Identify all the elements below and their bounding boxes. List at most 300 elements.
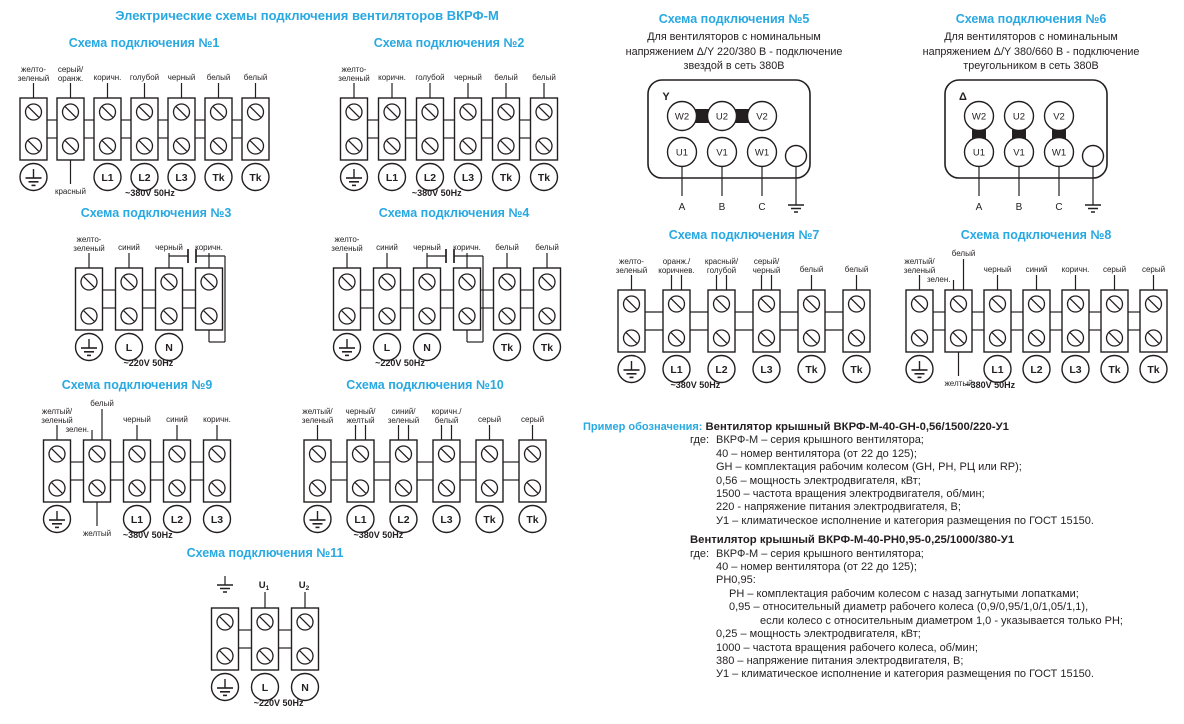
wire-label (388, 407, 420, 425)
svg-text:желто-: желто- (341, 65, 367, 74)
wire-label (1141, 265, 1164, 274)
svg-text:белый: белый (495, 243, 519, 252)
ground-terminal-icon (212, 674, 239, 701)
terminal-circle (798, 356, 825, 383)
terminal-circle (494, 334, 521, 361)
svg-text:Tk: Tk (540, 341, 554, 354)
wire-label (1102, 265, 1125, 274)
scheme-diagram-holder (888, 244, 1184, 396)
scheme-diagram-holder (610, 76, 858, 216)
ground-terminal-icon (341, 164, 368, 191)
svg-text:желто-: желто- (76, 235, 102, 244)
svg-text:серый: серый (1141, 265, 1165, 274)
svg-text:коричн.: коричн. (195, 243, 223, 252)
wire-label (415, 73, 444, 82)
example-line: 380 – напряжение питания электродвигателя, В; (716, 654, 964, 667)
wire-label (495, 243, 519, 252)
wire-label (41, 407, 73, 425)
svg-text:L2: L2 (715, 363, 728, 376)
svg-text:коричнев.: коричнев. (658, 266, 695, 275)
svg-text:W1: W1 (1051, 147, 1067, 158)
svg-text:зеленый: зеленый (331, 244, 363, 253)
voltage-label: ~380V 50Hz (353, 530, 404, 540)
wire-label (983, 265, 1011, 274)
scheme-10-diagram (288, 394, 562, 546)
motor-terminal (965, 137, 994, 166)
example-line: У1 – климатическое исполнение и категория размещения по ГОСТ 15150. (716, 668, 1094, 681)
wire-label (155, 243, 183, 252)
terminal-circle (984, 356, 1011, 383)
ground-symbol-icon (1085, 196, 1101, 212)
wire-label: $U_2$ (298, 580, 310, 592)
terminal-circle (390, 506, 417, 533)
svg-text:серый/: серый/ (57, 65, 83, 74)
motor-terminal (708, 137, 737, 166)
svg-text:V1: V1 (1013, 147, 1025, 158)
svg-text:коричн./: коричн./ (431, 407, 462, 416)
svg-text:зелен.: зелен. (926, 275, 950, 284)
example-line: 40 – номер вентилятора (от 22 до 125); (716, 561, 917, 574)
wire-label (167, 73, 195, 82)
svg-text:V1: V1 (716, 147, 728, 158)
terminal-circle (519, 506, 546, 533)
scheme-title: Схема подключения №4 (378, 206, 530, 220)
terminal-circle (493, 164, 520, 191)
motor-terminal (748, 137, 777, 166)
scheme-diagram-holder (314, 222, 594, 374)
terminal-circle (374, 334, 401, 361)
svg-text:оранж.: оранж. (57, 74, 83, 83)
ground-terminal-icon (906, 356, 933, 383)
example-line: 220 - напряжение питания электродвигателя, В; (716, 501, 961, 514)
motor-terminal (748, 101, 777, 130)
terminal-circle (242, 164, 269, 191)
svg-text:зеленый: зеленый (338, 74, 370, 83)
scheme-title: Схема подключения №8 (960, 228, 1112, 242)
svg-text:U2: U2 (1012, 111, 1026, 122)
svg-text:L2: L2 (397, 513, 410, 526)
svg-text:L2: L2 (170, 513, 184, 526)
example-where-label: где: (690, 434, 710, 447)
designation-example (583, 421, 1183, 682)
svg-text:L1: L1 (130, 513, 144, 526)
terminal-circle (1062, 356, 1089, 383)
svg-text:W2: W2 (971, 111, 987, 122)
svg-text:желтый: желтый (346, 416, 375, 425)
terminal-circle (663, 356, 690, 383)
scheme-5-diagram (614, 76, 854, 216)
example-lead: Пример обозначения: (583, 421, 706, 433)
svg-text:Tk: Tk (248, 171, 262, 184)
scheme-title: Схема подключения №1 (68, 36, 220, 50)
svg-text:красный: красный (54, 187, 86, 196)
wire-label (17, 65, 49, 83)
svg-text:L3: L3 (1068, 363, 1082, 376)
scheme-description: Для вентиляторов с номинальным напряжением Δ/Y 220/380 В - подключение звездой в сеть 380В (625, 31, 843, 72)
svg-text:зеленый: зеленый (73, 244, 105, 253)
wire-label (73, 235, 105, 253)
motor-terminal (668, 101, 697, 130)
svg-text:синий: синий (1025, 265, 1047, 274)
example-title-row (583, 421, 1183, 434)
voltage-label: ~380V 50Hz (670, 380, 721, 390)
terminal-circle (124, 506, 151, 533)
wire-label (753, 257, 781, 275)
winding-symbol: Y (662, 90, 670, 103)
svg-text:Tk: Tk (1146, 363, 1160, 376)
motor-terminal (965, 101, 994, 130)
wire-label (903, 257, 935, 275)
ground-symbol-icon (788, 196, 804, 212)
terminal-circle (1023, 356, 1050, 383)
svg-text:зелен.: зелен. (65, 425, 89, 434)
wire-label (454, 73, 482, 82)
wire-label (705, 257, 739, 275)
terminal-circle (292, 674, 319, 701)
motor-terminal (668, 137, 697, 166)
scheme-11 (156, 546, 374, 714)
example-line: У1 – климатическое исполнение и категория размещения по ГОСТ 15150. (716, 514, 1094, 527)
terminal-circle (116, 334, 143, 361)
ground-terminal-icon (44, 506, 71, 533)
ground-terminal (1083, 145, 1104, 166)
svg-text:зеленый: зеленый (17, 74, 49, 83)
svg-text:Tk: Tk (537, 171, 551, 184)
svg-text:Tk: Tk (805, 363, 818, 376)
example-line: где: ВКРФ-М – серия крышного вентилятора; (690, 434, 924, 447)
wire-label (302, 407, 334, 425)
svg-text:желто-: желто- (20, 65, 46, 74)
wire-label (376, 243, 398, 252)
svg-text:коричн.: коричн. (1061, 265, 1089, 274)
svg-text:коричн.: коричн. (378, 73, 406, 82)
svg-text:V2: V2 (756, 111, 768, 122)
ground-terminal-icon (618, 356, 645, 383)
terminal-circle (168, 164, 195, 191)
example-line: 0,25 – мощность электродвигателя, кВт; (716, 628, 921, 641)
terminal-circle (414, 334, 441, 361)
scheme-7-diagram (601, 244, 887, 396)
terminal-circle (433, 506, 460, 533)
svg-text:голубой: голубой (706, 266, 737, 275)
phase-label: B (718, 201, 726, 213)
motor-terminal (1005, 101, 1034, 130)
example-line: где: ВКРФ-М – серия крышного вентилятора; (690, 547, 924, 560)
svg-text:L3: L3 (174, 171, 188, 184)
terminal-circle (753, 356, 780, 383)
example-line: 1500 – частота вращения электродвигателя, об/мин; (716, 488, 985, 501)
terminal-circle (476, 506, 503, 533)
scheme-5 (610, 12, 858, 216)
terminal-circle (379, 164, 406, 191)
svg-text:коричн.: коричн. (453, 243, 481, 252)
scheme-title: Схема подключения №5 (658, 12, 810, 26)
svg-text:L: L (125, 341, 133, 354)
svg-text:желто-: желто- (334, 235, 360, 244)
terminal-circle (131, 164, 158, 191)
motor-terminal (1045, 101, 1074, 130)
scheme-diagram-holder (2, 394, 272, 546)
wire-label (166, 415, 188, 424)
svg-text:черный: черный (983, 265, 1011, 274)
terminal-circle (252, 674, 279, 701)
svg-text:коричн.: коричн. (203, 415, 231, 424)
svg-text:Tk: Tk (1107, 363, 1121, 376)
terminal-circle (156, 334, 183, 361)
svg-text:V2: V2 (1053, 111, 1065, 122)
scheme-7 (596, 228, 892, 396)
scheme-diagram-holder (280, 394, 570, 546)
svg-text:желто-: желто- (619, 257, 644, 266)
wire-label (453, 243, 481, 252)
example-model-title: Вентилятор крышный ВКРФ-М-40-РН0,95-0,25/1000/380-У1 (690, 534, 1015, 547)
voltage-label: ~220V 50Hz (253, 698, 304, 708)
svg-text:черный: черный (167, 73, 195, 82)
terminal-circle (708, 356, 735, 383)
scheme-title: Схема подключения №6 (955, 12, 1107, 26)
svg-text:зеленый: зеленый (41, 416, 73, 425)
svg-text:синий: синий (376, 243, 398, 252)
wire-label (243, 73, 267, 82)
voltage-label: ~220V 50Hz (375, 358, 425, 368)
voltage-label: ~220V 50Hz (123, 358, 174, 368)
svg-text:L1: L1 (354, 513, 367, 526)
wire-label (1061, 265, 1089, 274)
ground-symbol-icon (217, 576, 233, 592)
ground-terminal (786, 145, 807, 166)
svg-text:черный: черный (123, 415, 151, 424)
winding-symbol: Δ (959, 90, 967, 103)
ground-terminal-icon (334, 334, 361, 361)
svg-text:N: N (301, 681, 309, 694)
svg-text:белый: белый (206, 73, 230, 82)
svg-text:белый: белый (532, 73, 556, 82)
scheme-title: Схема подключения №2 (373, 36, 525, 50)
wire-label (413, 243, 441, 252)
svg-text:белый: белый (243, 73, 267, 82)
scheme-diagram-holder (596, 244, 892, 396)
wire-label (532, 73, 556, 82)
svg-text:черный/: черный/ (345, 407, 376, 416)
svg-text:L2: L2 (1029, 363, 1043, 376)
scheme-3-diagram (61, 222, 251, 374)
svg-text:L2: L2 (137, 171, 151, 184)
svg-text:черный: черный (413, 243, 441, 252)
example-title-row (583, 534, 1183, 547)
scheme-10 (280, 378, 570, 546)
terminal-circle (164, 506, 191, 533)
svg-text:белый: белый (434, 416, 459, 425)
page-title: Электрические схемы подключения вентиляторов ВКРФ-М (115, 8, 499, 23)
phase-label: A (975, 201, 983, 213)
svg-text:желтый/: желтый/ (41, 407, 73, 416)
wire-label (206, 73, 230, 82)
svg-text:U1: U1 (972, 147, 986, 158)
scheme-diagram-holder (306, 52, 592, 204)
terminal-circle (205, 164, 232, 191)
svg-text:синий/: синий/ (391, 407, 416, 416)
svg-text:черный: черный (155, 243, 183, 252)
scheme-4 (314, 206, 594, 374)
wire-label (129, 73, 158, 82)
scheme-11-diagram (197, 562, 333, 714)
wire-label (494, 73, 518, 82)
svg-text:зеленый: зеленый (301, 416, 334, 425)
voltage-label: ~380V 50Hz (411, 188, 462, 198)
svg-text:L: L (261, 681, 269, 694)
scheme-1 (4, 36, 284, 204)
phase-label: A (678, 201, 686, 213)
voltage-label: ~380V 50Hz (122, 530, 173, 540)
wire-label (93, 73, 121, 82)
scheme-description: Для вентиляторов с номинальным напряжением Δ/Y 380/660 В - подключение треугольником в сеть 380В (922, 31, 1140, 72)
voltage-label: ~380V 50Hz (964, 380, 1015, 390)
terminal-circle (1140, 356, 1167, 383)
scheme-title: Схема подключения №9 (61, 378, 213, 392)
terminal-circle (843, 356, 870, 383)
wire-label (123, 415, 151, 424)
wire-label (1025, 265, 1047, 274)
wire-label (378, 73, 406, 82)
wire-label (346, 407, 377, 425)
motor-terminal (1045, 137, 1074, 166)
scheme-6-diagram (911, 76, 1151, 216)
example-line: 40 – номер вентилятора (от 22 до 125); (716, 447, 917, 460)
scheme-diagram-holder (4, 52, 284, 204)
svg-text:Tk: Tk (526, 513, 539, 526)
svg-text:U1: U1 (675, 147, 689, 158)
svg-text:Tk: Tk (500, 341, 514, 354)
svg-text:белый: белый (90, 399, 114, 408)
scheme-diagram-holder (26, 222, 286, 374)
svg-text:Tk: Tk (211, 171, 225, 184)
wire-label (535, 243, 559, 252)
phase-label: B (1015, 201, 1023, 213)
scheme-title: Схема подключения №10 (346, 378, 504, 392)
svg-text:зеленый: зеленый (615, 266, 648, 275)
svg-text:желтый/: желтый/ (302, 407, 333, 416)
terminal-circle (455, 164, 482, 191)
svg-text:серый/: серый/ (753, 257, 780, 266)
wire-label (432, 407, 463, 425)
svg-text:белый: белый (494, 73, 518, 82)
example-line: 0,56 – мощность электродвигателя, кВт; (716, 474, 921, 487)
svg-text:L3: L3 (440, 513, 453, 526)
terminal-circle (347, 506, 374, 533)
svg-text:L2: L2 (423, 171, 437, 184)
scheme-2 (306, 36, 592, 204)
scheme-1-diagram (7, 52, 282, 204)
wire-label (521, 415, 544, 424)
terminal-circle (204, 506, 231, 533)
svg-text:белый: белый (951, 249, 975, 258)
svg-text:L3: L3 (461, 171, 475, 184)
ground-terminal-icon (20, 164, 47, 191)
svg-text:серый: серый (477, 415, 502, 424)
scheme-9 (2, 378, 272, 546)
example-line: 0,95 – относительный диаметр рабочего колеса (0,9/0,95/1,0/1,05/1,1), (729, 601, 1089, 614)
svg-text:черный: черный (454, 73, 482, 82)
wire-label (658, 257, 694, 275)
svg-text:желтый: желтый (943, 379, 973, 388)
scheme-diagram-holder (156, 562, 374, 714)
scheme-diagram-holder (900, 76, 1162, 216)
voltage-label: ~380V 50Hz (124, 188, 175, 198)
svg-text:синий: синий (118, 243, 140, 252)
terminal-circle (1101, 356, 1128, 383)
scheme-4-diagram (319, 222, 589, 374)
svg-text:зеленый: зеленый (387, 416, 420, 425)
svg-text:U2: U2 (715, 111, 729, 122)
svg-text:L3: L3 (760, 363, 773, 376)
wire-label (331, 235, 363, 253)
svg-text:L1: L1 (385, 171, 399, 184)
svg-text:синий: синий (166, 415, 188, 424)
wire-label (195, 243, 223, 252)
svg-text:L3: L3 (210, 513, 224, 526)
svg-text:коричн.: коричн. (93, 73, 121, 82)
example-line: 1000 – частота вращения рабочего колеса, об/мин; (716, 641, 978, 654)
svg-text:желтый/: желтый/ (903, 257, 935, 266)
ground-terminal-icon (304, 506, 331, 533)
svg-text:голубой: голубой (415, 73, 445, 82)
svg-text:белый: белый (535, 243, 559, 252)
svg-text:N: N (165, 341, 173, 354)
svg-text:серый: серый (520, 415, 545, 424)
svg-text:L1: L1 (990, 363, 1004, 376)
svg-text:Tk: Tk (499, 171, 513, 184)
svg-text:Tk: Tk (850, 363, 863, 376)
wire-label: $U_1$ (258, 580, 270, 592)
svg-text:L1: L1 (100, 171, 114, 184)
example-line: GH – комплектация рабочим колесом (GH, РН, РЦ или RP); (716, 461, 1022, 474)
wire-label (845, 265, 869, 274)
svg-text:желтый: желтый (82, 529, 112, 538)
svg-text:W1: W1 (754, 147, 770, 158)
svg-text:красный/: красный/ (704, 257, 739, 266)
svg-text:зеленый: зеленый (903, 266, 935, 275)
wire-label (203, 415, 231, 424)
scheme-2-diagram (327, 52, 571, 204)
terminal-circle (94, 164, 121, 191)
svg-text:N: N (423, 341, 431, 354)
scheme-title: Схема подключения №7 (668, 228, 820, 242)
terminal-circle (534, 334, 561, 361)
phase-label: C (758, 201, 766, 213)
wire-label (800, 265, 824, 274)
motor-terminal (708, 101, 737, 130)
svg-text:L1: L1 (670, 363, 683, 376)
svg-text:серый: серый (1102, 265, 1126, 274)
scheme-3 (26, 206, 286, 374)
wire-label (616, 257, 648, 275)
example-line: РН0,95: (716, 574, 756, 587)
svg-text:белый: белый (844, 265, 869, 274)
scheme-6 (900, 12, 1162, 216)
svg-text:оранж./: оранж./ (662, 257, 691, 266)
scheme-8 (888, 228, 1184, 396)
example-model-title: Вентилятор крышный ВКРФ-М-40-GH-0,56/1500/220-У1 (705, 421, 1009, 433)
example-line: если колесо с относительным диаметром 1,0 - указывается только РН; (760, 614, 1123, 627)
scheme-8-diagram (892, 244, 1181, 396)
svg-text:белый: белый (799, 265, 824, 274)
example-line: РН – комплектация рабочим колесом с назад загнутыми лопатками; (729, 587, 1079, 600)
wire-label (57, 65, 83, 83)
scheme-title: Схема подключения №11 (186, 546, 344, 560)
svg-text:W2: W2 (674, 111, 690, 122)
terminal-circle (417, 164, 444, 191)
svg-text:черный: черный (752, 266, 781, 275)
